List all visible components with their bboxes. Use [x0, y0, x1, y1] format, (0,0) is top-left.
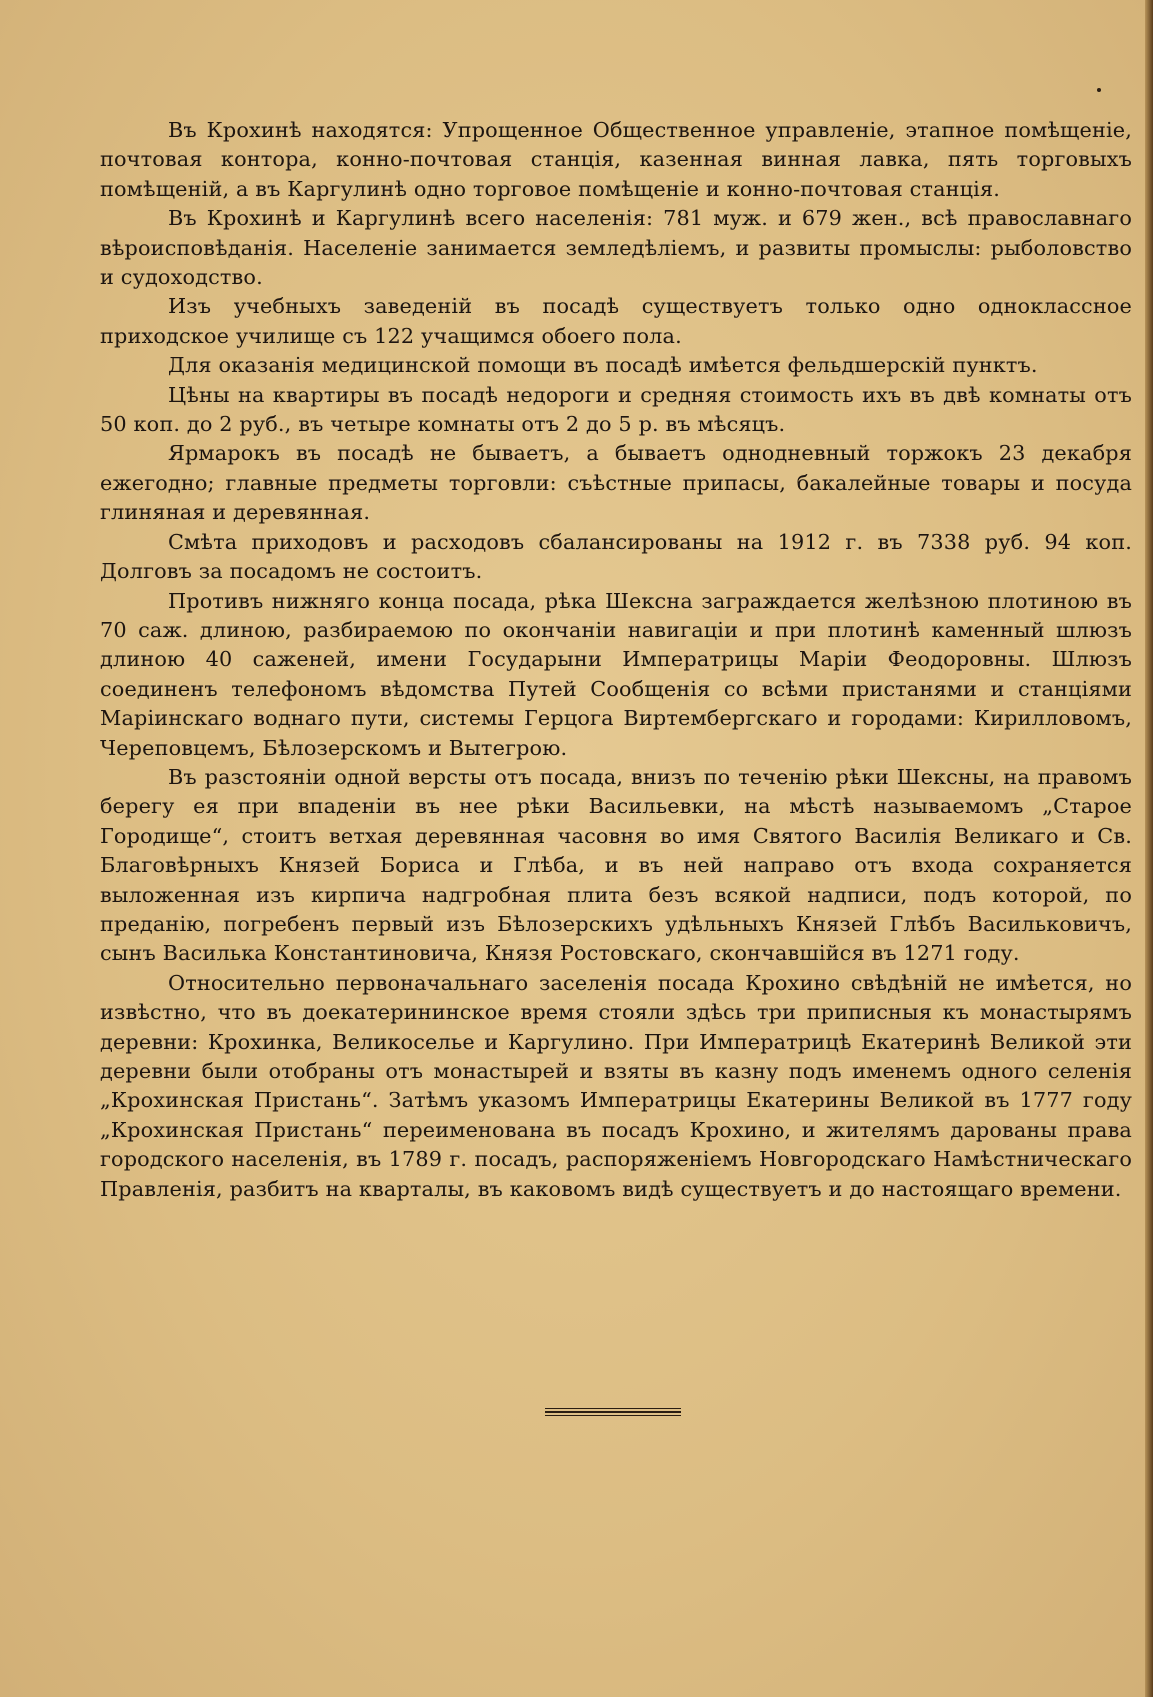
paragraph-dam-lock: Противъ нижняго конца посада, рѣка Шексна заграждается желѣзною плотиною въ 70 саж. длиною, разбираемою по окончаніи навигаціи и при плотинѣ каменный шлюзъ длиною 40 саженей, имени Государыни Императрицы Маріи Феодоровны. Шлюзъ соединенъ телефономъ вѣдомства Путей Сообщенія со всѣми пристанями и станціями Маріинскаго воднаго пути, системы Герцога Виртембергскаго и городами: Кирилловомъ, Череповцемъ, Бѣлозерскомъ и Вытегрою. — [100, 588, 1132, 760]
end-divider — [545, 1408, 681, 1416]
paragraph-institutions: Въ Крохинѣ находятся: Упрощенное Общественное управленіе, этапное помѣщеніе, почтовая контора, конно-почтовая станція, казенная винная лавка, пять торговыхъ помѣщеній, а въ Каргулинѣ одно торговое помѣщеніе и конно-почтовая станція. — [100, 118, 1132, 201]
paragraph-history: Относительно первоначальнаго заселенія посада Крохино свѣдѣній не имѣется, но извѣстно, что въ доекатерининское время стояли здѣсь три приписныя къ монастырямъ деревни: Крохинка, Великоселье и Каргулино. При Императрицѣ Екатеринѣ Великой эти деревни были отобраны отъ монастырей и взяты въ казну подъ именемъ одного селенія „Крохинская Пристань“. Затѣмъ указомъ Императрицы Екатерины Великой въ 1777 году „Крохинская Пристань“ переименована въ посадъ Крохино, и жителямъ дарованы права городского населенія, въ 1789 г. посадъ, распоряженіемъ Новгородскаго Намѣстническаго Правленія, разбитъ на кварталы, въ каковомъ видѣ существуетъ и до настоящаго времени. — [100, 970, 1132, 1201]
paragraph-chapel: Въ разстояніи одной версты отъ посада, внизъ по теченію рѣки Шексны, на правомъ берегу ея при впаденіи въ нее рѣки Васильевки, на мѣстѣ называемомъ „Старое Городище“, стоитъ ветхая деревянная часовня во имя Святого Василія Великаго и Св. Благовѣрныхъ Князей Бориса и Глѣба, и въ ней направо отъ входа сохраняется выложенная изъ кирпича надгробная плита безъ всякой надписи, подъ которой, по преданію, погребенъ первый изъ Бѣлозерскихъ удѣльныхъ Князей Глѣбъ Васильковичъ, сынъ Василька Константиновича, Князя Ростовскаго, скончавшійся въ 1271 году. — [100, 764, 1132, 966]
paragraph-fairs: Ярмарокъ въ посадѣ не бываетъ, а бываетъ однодневный торжокъ 23 декабря ежегодно; главные предметы торговли: съѣстные припасы, бакалейные товары и посуда глиняная и деревянная. — [100, 441, 1132, 525]
paragraph-budget: Смѣта приходовъ и расходовъ сбалансированы на 1912 г. въ 7338 руб. 94 коп. Долговъ за посадомъ не состоитъ. — [100, 529, 1132, 584]
body-text — [100, 116, 1132, 1204]
paragraph-schools: Изъ учебныхъ заведеній въ посадѣ существуетъ только одно одноклассное приходское училище съ 122 учащимся обоего пола. — [100, 294, 1132, 348]
paragraph-rent-prices: Цѣны на квартиры въ посадѣ недороги и средняя стоимость ихъ въ двѣ комнаты отъ 50 коп. до 2 руб., въ четыре комнаты отъ 2 до 5 р. въ мѣсяцъ. — [100, 382, 1132, 437]
print-speck — [1097, 88, 1101, 92]
paragraph-population: Въ Крохинѣ и Каргулинѣ всего населенія: 781 муж. и 679 жен., всѣ православнаго вѣроисповѣданія. Населеніе занимается земледѣліемъ, и развиты промыслы: рыболовство и судоходство. — [100, 206, 1132, 290]
page-edge — [1145, 0, 1153, 1697]
paragraph-medical: Для оказанія медицинской помощи въ посадѣ имѣется фельдшерскій пунктъ. — [168, 353, 1038, 378]
